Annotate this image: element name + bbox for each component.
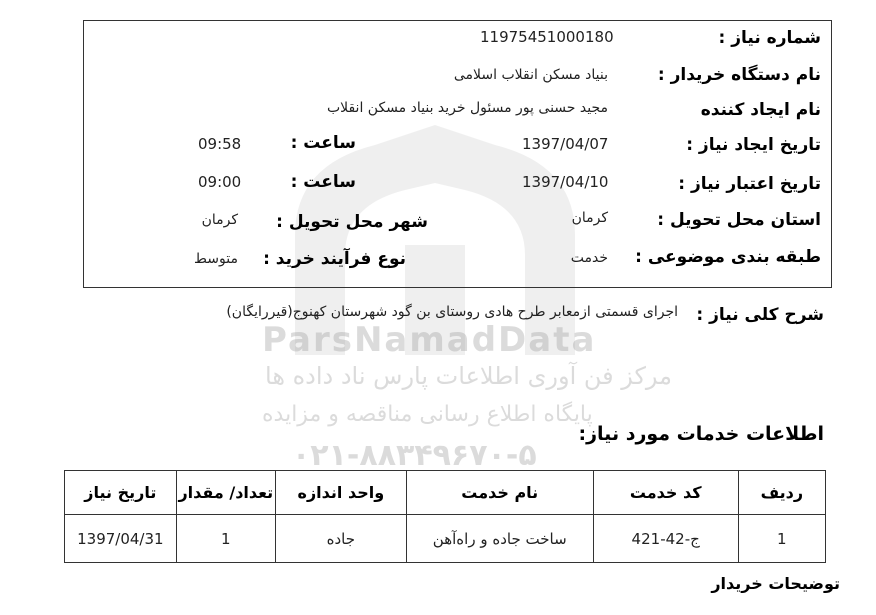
buyer-notes-label: توضیحات خریدار bbox=[711, 574, 840, 593]
delivery-province-label: استان محل تحویل : bbox=[657, 210, 821, 230]
category-value: خدمت bbox=[570, 250, 608, 266]
header-unit: واحد اندازه bbox=[275, 471, 406, 515]
cell-service-code: ج-42-421 bbox=[593, 515, 738, 563]
buyer-org-value: بنیاد مسکن انقلاب اسلامی bbox=[453, 67, 608, 83]
table-row bbox=[65, 515, 826, 563]
created-date-value: 1397/04/07 bbox=[522, 135, 609, 153]
summary-value: اجرای قسمتی ازمعابر طرح هادی روستای بن گود شهرستان کهنوج(قیررایگان) bbox=[226, 304, 678, 320]
table-header-row bbox=[65, 471, 826, 515]
creator-label: نام ایجاد کننده bbox=[700, 100, 821, 120]
cell-unit: جاده bbox=[275, 515, 406, 563]
header-service-code: کد خدمت bbox=[593, 471, 738, 515]
need-number-label: شماره نیاز : bbox=[718, 28, 821, 48]
services-section-title: اطلاعات خدمات مورد نیاز: bbox=[578, 423, 824, 445]
cell-quantity: 1 bbox=[176, 515, 275, 563]
header-quantity: تعداد/ مقدار bbox=[176, 471, 275, 515]
need-number-value: 11975451000180 bbox=[480, 28, 614, 46]
creator-value: مجید حسنی پور مسئول خرید بنیاد مسکن انقلاب bbox=[326, 100, 608, 116]
delivery-city-value: کرمان bbox=[201, 212, 238, 228]
watermark-line2: پایگاه اطلاع رسانی مناقصه و مزایده bbox=[262, 402, 593, 427]
valid-date-label: تاریخ اعتبار نیاز : bbox=[678, 174, 821, 194]
buyer-org-label: نام دستگاه خریدار : bbox=[657, 65, 821, 85]
created-time-label: ساعت : bbox=[290, 133, 356, 153]
services-table bbox=[64, 470, 826, 563]
watermark-brand: ParsNamadData bbox=[262, 320, 597, 360]
delivery-city-label: شهر محل تحویل : bbox=[276, 212, 428, 232]
header-need-date: تاریخ نیاز bbox=[65, 471, 177, 515]
process-type-label: نوع فرآیند خرید : bbox=[263, 249, 406, 269]
valid-date-value: 1397/04/10 bbox=[522, 173, 609, 191]
process-type-value: متوسط bbox=[194, 251, 238, 267]
header-row-number: ردیف bbox=[738, 471, 825, 515]
created-date-label: تاریخ ایجاد نیاز : bbox=[686, 135, 821, 155]
cell-row-number: 1 bbox=[738, 515, 825, 563]
cell-service-name: ساخت جاده و راه‌آهن bbox=[406, 515, 593, 563]
header-service-name: نام خدمت bbox=[406, 471, 593, 515]
delivery-province-value: کرمان bbox=[571, 210, 608, 226]
valid-time-label: ساعت : bbox=[290, 172, 356, 192]
summary-label: شرح کلی نیاز : bbox=[696, 305, 824, 325]
created-time-value: 09:58 bbox=[198, 135, 242, 153]
watermark-phone: ۰۲۱-۸۸۳۴۹۶۷۰-۵ bbox=[292, 438, 537, 473]
watermark-line1: مرکز فن آوری اطلاعات پارس ناد داده ها bbox=[265, 362, 673, 390]
valid-time-value: 09:00 bbox=[198, 173, 242, 191]
cell-need-date: 1397/04/31 bbox=[65, 515, 177, 563]
category-label: طبقه بندی موضوعی : bbox=[635, 247, 821, 267]
